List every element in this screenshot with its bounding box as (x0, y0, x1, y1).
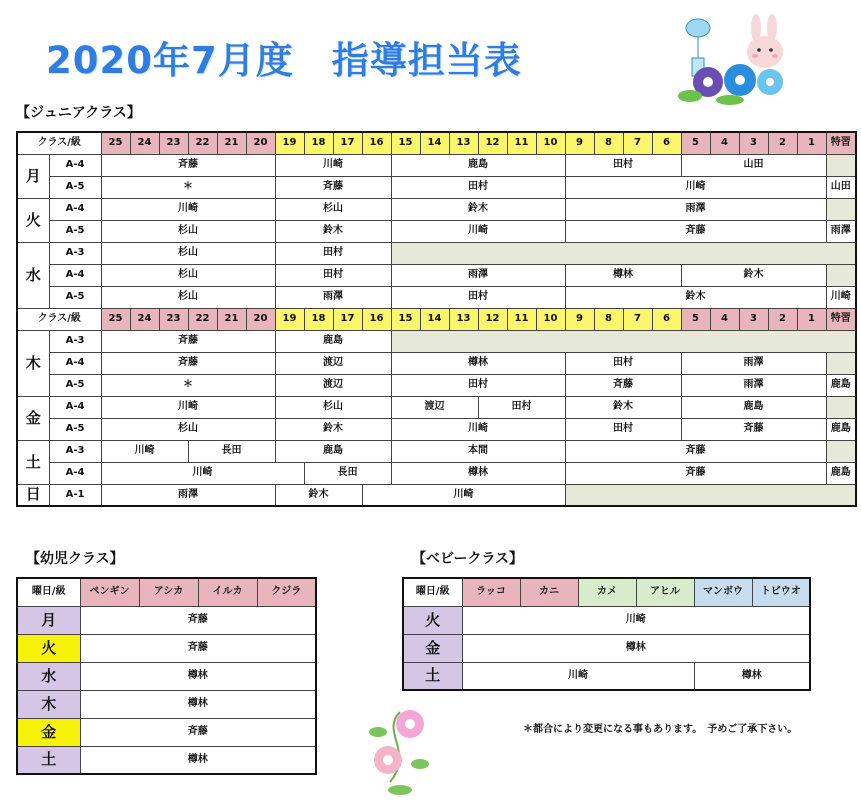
teacher-cell: 樽林 (565, 264, 681, 286)
grade-cell: 25 (101, 308, 130, 330)
table-row (17, 746, 316, 774)
table-row (17, 352, 856, 374)
teacher-cell: 斉藤 (275, 176, 391, 198)
table-row (17, 606, 316, 634)
day-cell-tue: 火 (17, 198, 49, 242)
rabbit-morning-glory-illustration (660, 10, 790, 105)
teacher-cell: 樽林 (391, 352, 565, 374)
class-cell: A-4 (49, 264, 101, 286)
grade-cell: 7 (623, 132, 652, 154)
teacher-cell: 渡辺 (275, 374, 391, 396)
morning-glory-illustration (360, 702, 440, 798)
teacher-cell: 杉山 (101, 418, 275, 440)
teacher-cell: 斉藤 (565, 220, 826, 242)
grade-cell: 5 (681, 308, 710, 330)
teacher-cell: 本間 (391, 440, 565, 462)
grade-cell: 2 (768, 132, 797, 154)
teacher-cell: 鹿島 (391, 154, 565, 176)
baby-section-label: 【ベビークラス】 (412, 551, 524, 567)
grade-cell: 15 (391, 132, 420, 154)
grade-cell: 3 (739, 132, 768, 154)
day-cell: 金 (403, 634, 462, 662)
teacher-cell: 鹿島 (826, 462, 856, 484)
table-row (17, 154, 856, 176)
class-name-cell: マンボウ (694, 578, 752, 606)
teacher-cell: 川崎 (391, 418, 565, 440)
grade-cell: 24 (130, 308, 159, 330)
teacher-cell: 鹿島 (275, 440, 391, 462)
teacher-cell: 川崎 (462, 662, 694, 690)
table-row (17, 220, 856, 242)
grade-cell: 23 (159, 132, 188, 154)
class-cell: A-5 (49, 418, 101, 440)
grade-cell: 6 (652, 132, 681, 154)
grade-cell: 20 (246, 308, 275, 330)
grade-cell: 2 (768, 308, 797, 330)
empty-cell (826, 352, 856, 374)
table-row (17, 374, 856, 396)
empty-cell (826, 198, 856, 220)
empty-cell (391, 242, 856, 264)
table-row (17, 484, 856, 506)
class-cell: A-5 (49, 220, 101, 242)
baby-header-row (403, 578, 810, 606)
yoji-header-row (17, 578, 316, 606)
teacher-cell: 雨澤 (391, 264, 565, 286)
grade-cell: 22 (188, 132, 217, 154)
grade-cell: 特習 (826, 308, 856, 330)
class-grade-header: クラス/級 (17, 132, 101, 154)
teacher-cell: 鈴木 (565, 286, 826, 308)
page-title: 2020年7月度 指導担当表 (46, 39, 522, 82)
teacher-cell: 田村 (565, 154, 681, 176)
teacher-cell: 川崎 (275, 154, 391, 176)
teacher-cell: 樽林 (80, 690, 316, 718)
teacher-cell: 斉藤 (80, 634, 316, 662)
grade-cell: 22 (188, 308, 217, 330)
teacher-cell: 川崎 (101, 198, 275, 220)
grade-cell: 21 (217, 132, 246, 154)
class-name-cell: カニ (520, 578, 578, 606)
teacher-cell: 杉山 (101, 220, 275, 242)
teacher-cell: 斉藤 (101, 330, 275, 352)
teacher-cell: 川崎 (391, 220, 565, 242)
class-cell: A-4 (49, 396, 101, 418)
class-cell: A-4 (49, 462, 101, 484)
teacher-cell: 渡辺 (391, 396, 478, 418)
table-row (17, 330, 856, 352)
table-row (17, 718, 316, 746)
teacher-cell: 鹿島 (826, 374, 856, 396)
grade-cell: 18 (304, 132, 333, 154)
grade-cell: 8 (594, 132, 623, 154)
grade-cell: 10 (536, 132, 565, 154)
teacher-cell: 斉藤 (80, 718, 316, 746)
grade-cell: 19 (275, 132, 304, 154)
day-grade-header: 曜日/級 (17, 578, 80, 606)
teacher-cell: 田村 (391, 286, 565, 308)
teacher-cell: 鈴木 (275, 418, 391, 440)
teacher-cell: 斉藤 (80, 606, 316, 634)
teacher-cell: 田村 (391, 374, 565, 396)
class-name-cell: クジラ (257, 578, 316, 606)
grade-cell: 19 (275, 308, 304, 330)
day-cell-sat: 土 (17, 440, 49, 484)
day-cell: 火 (403, 606, 462, 634)
class-grade-header: クラス/級 (17, 308, 101, 330)
class-cell: A-3 (49, 242, 101, 264)
grade-cell: 24 (130, 132, 159, 154)
teacher-cell: ＊ (101, 374, 275, 396)
teacher-cell: 樽林 (80, 662, 316, 690)
class-cell: A-4 (49, 352, 101, 374)
teacher-cell: ＊ (101, 176, 275, 198)
teacher-cell: 山田 (681, 154, 826, 176)
teacher-cell: 雨澤 (101, 484, 275, 506)
teacher-cell: 雨澤 (565, 198, 826, 220)
teacher-cell: 田村 (391, 176, 565, 198)
class-cell: A-4 (49, 198, 101, 220)
empty-cell (826, 440, 856, 462)
table-row (17, 264, 856, 286)
grade-header-row (17, 132, 856, 154)
grade-cell: 16 (362, 132, 391, 154)
day-cell: 金 (17, 718, 80, 746)
grade-cell: 15 (391, 308, 420, 330)
teacher-cell: 雨澤 (275, 286, 391, 308)
teacher-cell: 鹿島 (275, 330, 391, 352)
teacher-cell: 斉藤 (101, 154, 275, 176)
teacher-cell: 長田 (188, 440, 275, 462)
table-row (17, 662, 316, 690)
grade-cell: 25 (101, 132, 130, 154)
table-row (403, 606, 810, 634)
teacher-cell: 川崎 (826, 286, 856, 308)
day-grade-header: 曜日/級 (403, 578, 462, 606)
day-cell-sun: 日 (17, 484, 49, 506)
grade-cell: 17 (333, 308, 362, 330)
teacher-cell: 鈴木 (681, 264, 826, 286)
grade-cell: 5 (681, 132, 710, 154)
yoji-section-label: 【幼児クラス】 (26, 551, 124, 567)
class-name-cell: アシカ (139, 578, 198, 606)
teacher-cell: 田村 (478, 396, 565, 418)
grade-cell: 17 (333, 132, 362, 154)
class-name-cell: アヒル (636, 578, 694, 606)
table-row (403, 634, 810, 662)
teacher-cell: 樽林 (80, 746, 316, 774)
grade-header-row (17, 308, 856, 330)
day-cell-mon: 月 (17, 154, 49, 198)
junior-section-label: 【ジュニアクラス】 (16, 105, 141, 121)
grade-cell: 特習 (826, 132, 856, 154)
grade-cell: 13 (449, 308, 478, 330)
grade-cell: 12 (478, 308, 507, 330)
day-cell-thu: 木 (17, 330, 49, 396)
grade-cell: 3 (739, 308, 768, 330)
table-row (403, 662, 810, 690)
teacher-cell: 斉藤 (565, 440, 826, 462)
schedule-change-note: ＊都合により変更になる事もあります。 予めご了承下さい。 (523, 724, 798, 735)
grade-cell: 23 (159, 308, 188, 330)
day-cell: 木 (17, 690, 80, 718)
teacher-cell: 田村 (565, 352, 681, 374)
junior-schedule-table (16, 131, 857, 507)
day-cell: 水 (17, 662, 80, 690)
class-cell: A-4 (49, 154, 101, 176)
class-cell: A-1 (49, 484, 101, 506)
teacher-cell: 杉山 (101, 242, 275, 264)
table-row (17, 418, 856, 440)
teacher-cell: 杉山 (101, 264, 275, 286)
empty-cell (826, 264, 856, 286)
grade-cell: 4 (710, 308, 739, 330)
day-cell: 月 (17, 606, 80, 634)
class-cell: A-3 (49, 330, 101, 352)
table-row (17, 198, 856, 220)
class-name-cell: イルカ (198, 578, 257, 606)
day-cell-wed: 水 (17, 242, 49, 308)
teacher-cell: 川崎 (565, 176, 826, 198)
grade-cell: 10 (536, 308, 565, 330)
class-cell: A-3 (49, 440, 101, 462)
teacher-cell: 長田 (304, 462, 391, 484)
class-cell: A-5 (49, 374, 101, 396)
table-row (17, 462, 856, 484)
table-row (17, 634, 316, 662)
class-cell: A-5 (49, 176, 101, 198)
table-row (17, 176, 856, 198)
class-cell: A-5 (49, 286, 101, 308)
teacher-cell: 川崎 (101, 462, 304, 484)
teacher-cell: 田村 (275, 242, 391, 264)
baby-schedule-table (402, 577, 811, 691)
teacher-cell: 川崎 (101, 396, 275, 418)
teacher-cell: 斉藤 (681, 418, 826, 440)
grade-cell: 9 (565, 132, 594, 154)
teacher-cell: 鈴木 (275, 484, 362, 506)
grade-cell: 4 (710, 132, 739, 154)
grade-cell: 14 (420, 132, 449, 154)
grade-cell: 1 (797, 308, 826, 330)
table-row (17, 396, 856, 418)
table-row (17, 286, 856, 308)
teacher-cell: 樽林 (462, 634, 810, 662)
empty-cell (391, 330, 856, 352)
empty-cell (826, 396, 856, 418)
teacher-cell: 鹿島 (681, 396, 826, 418)
teacher-cell: 山田 (826, 176, 856, 198)
grade-cell: 13 (449, 132, 478, 154)
grade-cell: 18 (304, 308, 333, 330)
grade-cell: 8 (594, 308, 623, 330)
teacher-cell: 雨澤 (681, 352, 826, 374)
day-cell-fri: 金 (17, 396, 49, 440)
day-cell: 火 (17, 634, 80, 662)
teacher-cell: 杉山 (275, 198, 391, 220)
teacher-cell: 杉山 (101, 286, 275, 308)
grade-cell: 12 (478, 132, 507, 154)
teacher-cell: 樽林 (694, 662, 810, 690)
class-name-cell: ペンギン (80, 578, 139, 606)
teacher-cell: 斉藤 (565, 374, 681, 396)
grade-cell: 14 (420, 308, 449, 330)
table-row (17, 690, 316, 718)
teacher-cell: 川崎 (101, 440, 188, 462)
grade-cell: 6 (652, 308, 681, 330)
grade-cell: 11 (507, 132, 536, 154)
teacher-cell: 田村 (565, 418, 681, 440)
class-name-cell: ラッコ (462, 578, 520, 606)
teacher-cell: 渡辺 (275, 352, 391, 374)
teacher-cell: 鈴木 (275, 220, 391, 242)
teacher-cell: 鈴木 (565, 396, 681, 418)
teacher-cell: 鹿島 (826, 418, 856, 440)
teacher-cell: 雨澤 (681, 374, 826, 396)
grade-cell: 7 (623, 308, 652, 330)
teacher-cell: 樽林 (391, 462, 565, 484)
day-cell: 土 (403, 662, 462, 690)
teacher-cell: 斉藤 (101, 352, 275, 374)
grade-cell: 9 (565, 308, 594, 330)
table-row (17, 440, 856, 462)
grade-cell: 21 (217, 308, 246, 330)
teacher-cell: 杉山 (275, 396, 391, 418)
day-cell: 土 (17, 746, 80, 774)
yoji-schedule-table (16, 577, 317, 775)
grade-cell: 16 (362, 308, 391, 330)
table-row (17, 242, 856, 264)
teacher-cell: 川崎 (462, 606, 810, 634)
teacher-cell: 川崎 (362, 484, 565, 506)
teacher-cell: 鈴木 (391, 198, 565, 220)
teacher-cell: 田村 (275, 264, 391, 286)
teacher-cell: 雨澤 (826, 220, 856, 242)
grade-cell: 11 (507, 308, 536, 330)
empty-cell (565, 484, 856, 506)
class-name-cell: トビウオ (752, 578, 810, 606)
grade-cell: 1 (797, 132, 826, 154)
class-name-cell: カメ (578, 578, 636, 606)
empty-cell (826, 154, 856, 176)
grade-cell: 20 (246, 132, 275, 154)
teacher-cell: 斉藤 (565, 462, 826, 484)
